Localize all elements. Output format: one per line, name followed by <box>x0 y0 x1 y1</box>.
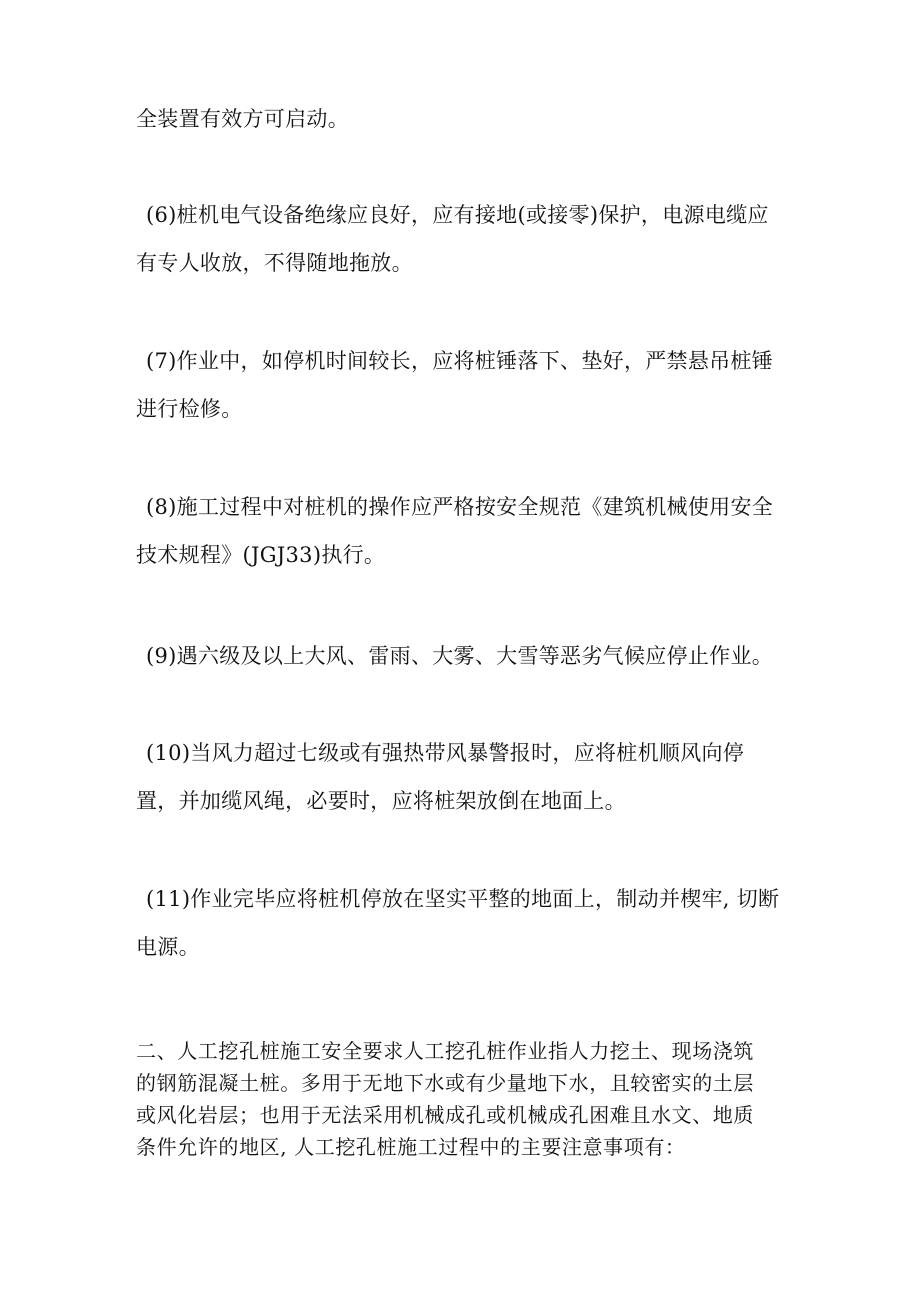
section-2-line-1: 二、人工挖孔桩施工安全要求人工挖孔桩作业指人力挖土、现场浇筑 <box>136 1039 754 1063</box>
item-10-line-1: (10)当风力超过七级或有强热带风暴警报时，应将桩机顺风向停 <box>146 741 745 765</box>
section-2-line-3: 或风化岩层；也用于无法采用机械成孔或机械成孔困难且水文、地质 <box>136 1103 754 1127</box>
item-9-line-1: (9)遇六级及以上大风、雷雨、大雾、大雪等恶劣气候应停止作业。 <box>146 644 774 668</box>
item-11-line-2: 电源。 <box>136 935 200 959</box>
item-10-line-2: 置，并加缆风绳，必要时，应将桩架放倒在地面上。 <box>136 789 626 813</box>
section-2-line-2: 的钢筋混凝土桩。多用于无地下水或有少量地下水，且较密实的土层 <box>136 1071 754 1095</box>
item-7-line-1: (7)作业中，如停机时间较长，应将桩锤落下、垫好，严禁悬吊桩锤 <box>146 349 774 373</box>
text-line-start-condition: 全装置有效方可启动。 <box>136 107 349 131</box>
item-7-line-2: 进行检修。 <box>136 397 243 421</box>
item-11-line-1: (11)作业完毕应将桩机停放在坚实平整的地面上，制动并楔牢, 切断 <box>146 887 780 911</box>
item-6-line-2: 有专人收放，不得随地拖放。 <box>136 251 413 275</box>
item-8-line-1: (8)施工过程中对桩机的操作应严格按安全规范《建筑机械使用安全 <box>146 495 774 519</box>
section-2-line-4: 条件允许的地区, 人工挖孔桩施工过程中的主要注意事项有： <box>136 1135 686 1159</box>
item-8-line-2: 技术规程》(JGJ33)执行。 <box>136 543 386 567</box>
item-6-line-1: (6)桩机电气设备绝缘应良好，应有接地(或接零)保护，电源电缆应 <box>146 203 769 227</box>
